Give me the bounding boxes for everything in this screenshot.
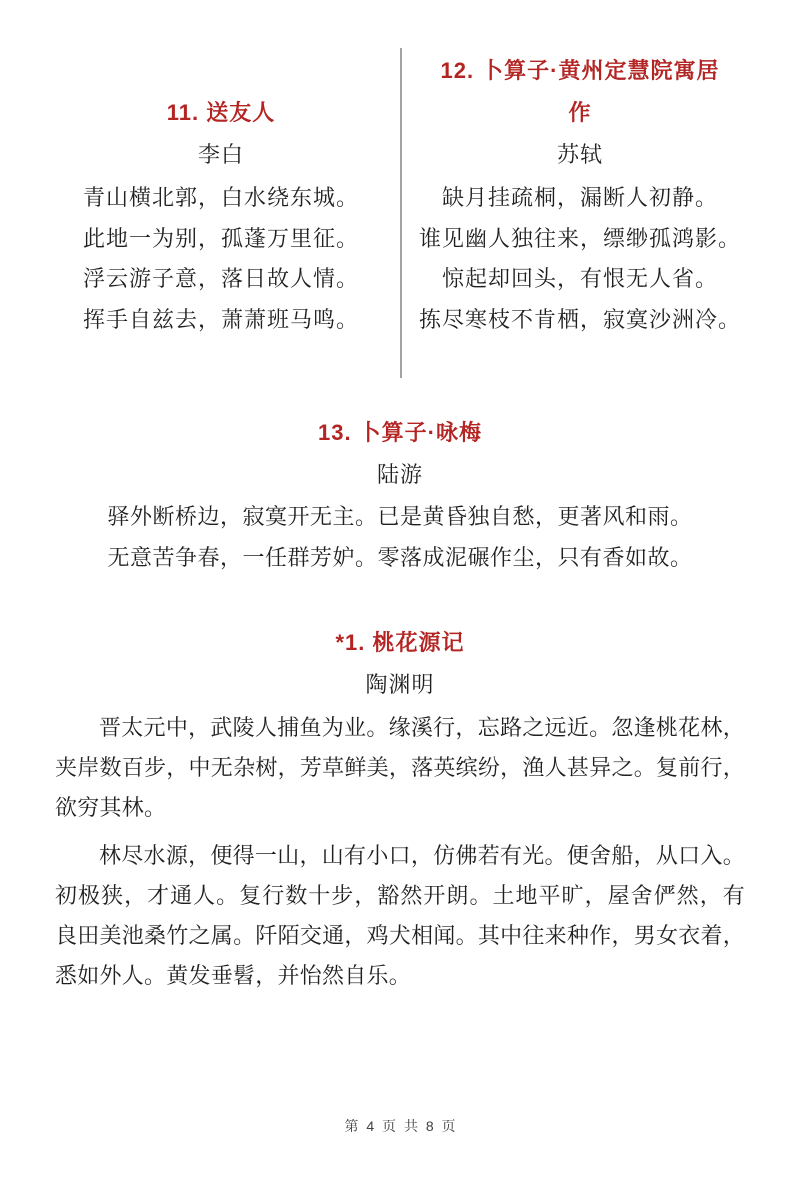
poem-12-title-area	[402, 48, 758, 134]
poem-13-line-1: 驿外断桥边，寂寞开无主。已是黄昏独自愁，更著风和雨。	[107, 504, 693, 529]
prose-1-section	[0, 622, 800, 996]
paragraph-line: 欲穷其林。	[55, 795, 167, 820]
poem-12-author: 苏轼	[556, 142, 603, 167]
poem-12-title-line-2: 作	[568, 100, 592, 125]
poem-13-section	[0, 412, 800, 578]
prose-1-paragraph-2	[55, 836, 745, 996]
poem-11-title-area	[42, 48, 400, 134]
poem-13-line-2: 无意苦争春，一任群芳妒。零落成泥碾作尘，只有香如故。	[107, 545, 693, 570]
poem-11-line-3: 浮云游子意，落日故人情。	[82, 266, 359, 291]
page-footer	[0, 1114, 800, 1138]
paragraph-line: 悉如外人。黄发垂髫，并怡然自乐。	[55, 963, 412, 988]
paragraph-line: 初极狭，才通人。复行数十步，豁然开朗。土地平旷，屋舍俨然，有	[55, 883, 745, 908]
paragraph-line: 良田美池桑竹之属。阡陌交通，鸡犬相闻。其中往来种作，男女衣着，	[55, 923, 745, 948]
poem-11-lines	[42, 178, 400, 340]
poem-12-line-4: 拣尽寒枝不肯栖，寂寞沙洲冷。	[418, 306, 741, 332]
poem-11-title: 11. 送友人	[166, 100, 276, 125]
paragraph-line: 晋太元中，武陵人捕鱼为业。缘溪行，忘路之远近。忽逢桃花林，	[99, 715, 745, 740]
paragraph-line: 林尽水源，便得一山，山有小口，仿佛若有光。便舍船，从口入。	[99, 843, 745, 868]
poem-11-section	[42, 48, 400, 378]
poem-11-line-2: 此地一为别，孤蓬万里征。	[82, 225, 359, 251]
poem-12-line-3: 惊起却回头，有恨无人省。	[441, 266, 718, 291]
poem-13-title: 13. 卜算子·咏梅	[317, 420, 483, 445]
poem-11-author: 李白	[197, 142, 244, 167]
prose-1-author: 陶渊明	[365, 672, 435, 697]
poem-12-line-1: 缺月挂疏桐，漏断人初静。	[441, 185, 718, 210]
document-page	[0, 48, 800, 1179]
prose-1-title: *1. 桃花源记	[335, 630, 465, 655]
poem-11-line-4: 挥手自兹去，萧萧班马鸣。	[82, 306, 359, 332]
poem-12-lines	[402, 178, 758, 340]
poem-11-line-1: 青山横北郭，白水绕东城。	[82, 185, 359, 210]
poem-13-author: 陆游	[376, 462, 423, 487]
poem-12-section	[400, 48, 758, 378]
poem-12-title-line-1: 12. 卜算子·黄州定慧院寓居	[440, 58, 720, 83]
two-column-poem-block	[42, 48, 758, 378]
page-number-text: 第 4 页 共 8 页	[344, 1118, 456, 1134]
poem-12-line-2: 谁见幽人独往来，缥缈孤鸿影。	[418, 225, 741, 251]
paragraph-line: 夹岸数百步，中无杂树，芳草鲜美，落英缤纷，渔人甚异之。复前行，	[55, 755, 745, 780]
poem-12-title	[440, 50, 719, 134]
prose-1-paragraph-1	[55, 708, 745, 828]
